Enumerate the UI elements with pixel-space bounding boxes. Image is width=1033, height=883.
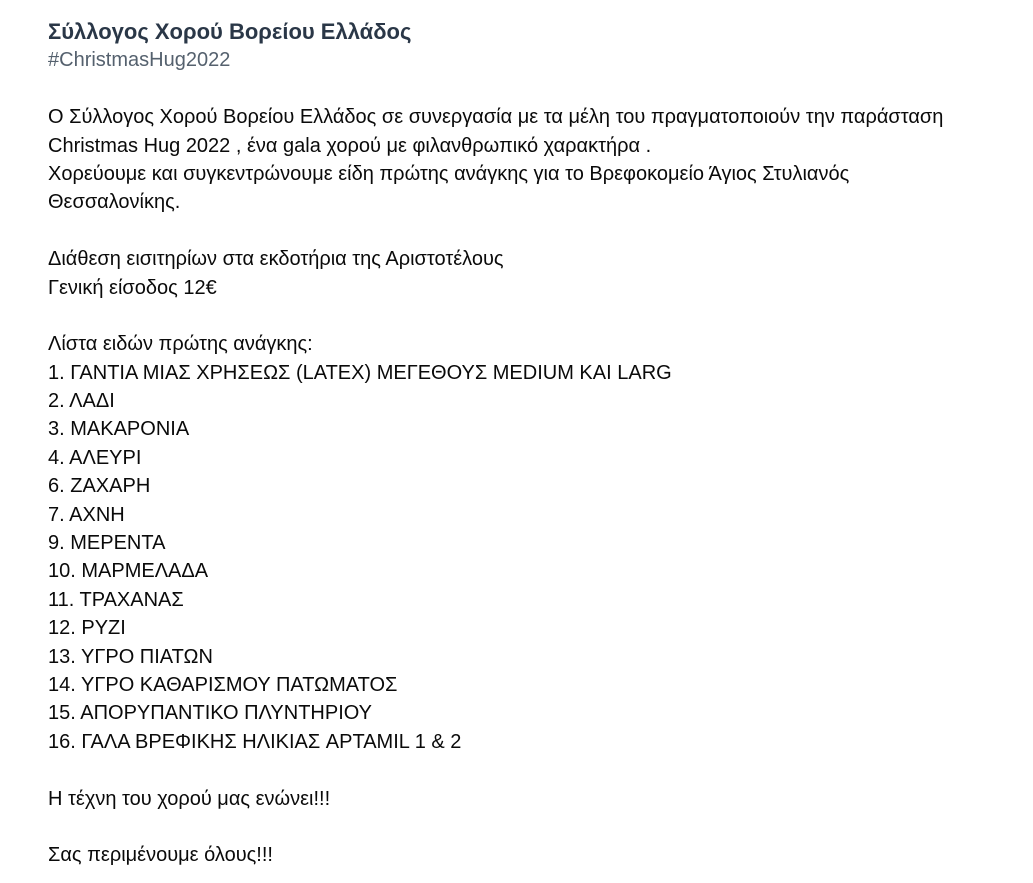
- needs-list-item: 4. ΑΛΕΥΡΙ: [48, 446, 142, 469]
- blank-line: [48, 217, 1025, 245]
- ticket-info-line: Διάθεση εισιτηρίων στα εκδοτήρια της Αριστοτέλους: [48, 248, 504, 271]
- closing-line: Η τέχνη του χορού μας ενώνει!!!: [48, 787, 331, 810]
- intro-line: Χορεύουμε και συγκεντρώνουμε είδη πρώτης ανάγκης για το Βρεφοκομείο Άγιος Στυλιανός: [48, 162, 850, 185]
- needs-list-item: 13. ΥΓΡΟ ΠΙΑΤΩΝ: [48, 645, 213, 668]
- blank-line: [48, 75, 1025, 103]
- blank-line: [48, 813, 1025, 841]
- farewell-line: Σας περιμένουμε όλους!!!: [48, 844, 273, 867]
- needs-list-item: 9. ΜΕΡΕΝΤΑ: [48, 532, 166, 555]
- needs-list-item: 15. ΑΠΟΡΥΠΑΝΤΙΚΟ ΠΛΥΝΤΗΡΙΟΥ: [48, 702, 373, 725]
- intro-line: Θεσσαλονίκης.: [48, 191, 181, 214]
- needs-list-item: 11. ΤΡΑΧΑΝΑΣ: [48, 588, 184, 611]
- blank-line: [48, 756, 1025, 784]
- needs-list-heading: Λίστα ειδών πρώτης ανάγκης:: [48, 333, 313, 356]
- needs-list-item: 10. ΜΑΡΜΕΛΑΔΑ: [48, 560, 209, 583]
- needs-list-item: 16. ΓΑΛΑ ΒΡΕΦΙΚΗΣ ΗΛΙΚΙΑΣ APTAMIL 1 & 2: [48, 730, 462, 753]
- needs-list: [48, 359, 1025, 756]
- needs-list-item: 6. ΖΑΧΑΡΗ: [48, 475, 151, 498]
- author-name-title: Σύλλογος Χορού Βορείου Ελλάδος: [48, 19, 412, 44]
- hashtag-text: #ChristmasHug2022: [48, 49, 231, 72]
- needs-list-item: 14. ΥΓΡΟ ΚΑΘΑΡΙΣΜΟΥ ΠΑΤΩΜΑΤΟΣ: [48, 673, 398, 696]
- needs-list-item: 12. ΡΥΖΙ: [48, 617, 126, 640]
- needs-list-item: 1. ΓΑΝΤΙΑ ΜΙΑΣ ΧΡΗΣΕΩΣ (LATEX) ΜΕΓΕΘΟΥΣ MEDIUM ΚΑΙ LARG: [48, 361, 672, 384]
- needs-list-item: 3. ΜΑΚΑΡΟΝΙΑ: [48, 418, 190, 441]
- needs-list-item: 7. ΑΧΝΗ: [48, 503, 125, 526]
- ticket-info: [48, 245, 1025, 302]
- intro-paragraph: [48, 103, 1025, 217]
- blank-line: [48, 302, 1025, 330]
- intro-line: Ο Σύλλογος Χορού Βορείου Ελλάδος σε συνεργασία με τα μέλη του πραγματοποιούν την παράσταση: [48, 106, 944, 129]
- intro-line: Christmas Hug 2022 , ένα gala χορού με φιλανθρωπικό χαρακτήρα .: [48, 134, 652, 157]
- needs-list-item: 2. ΛΑΔΙ: [48, 390, 115, 413]
- ticket-info-line: Γενική είσοδος 12€: [48, 276, 217, 299]
